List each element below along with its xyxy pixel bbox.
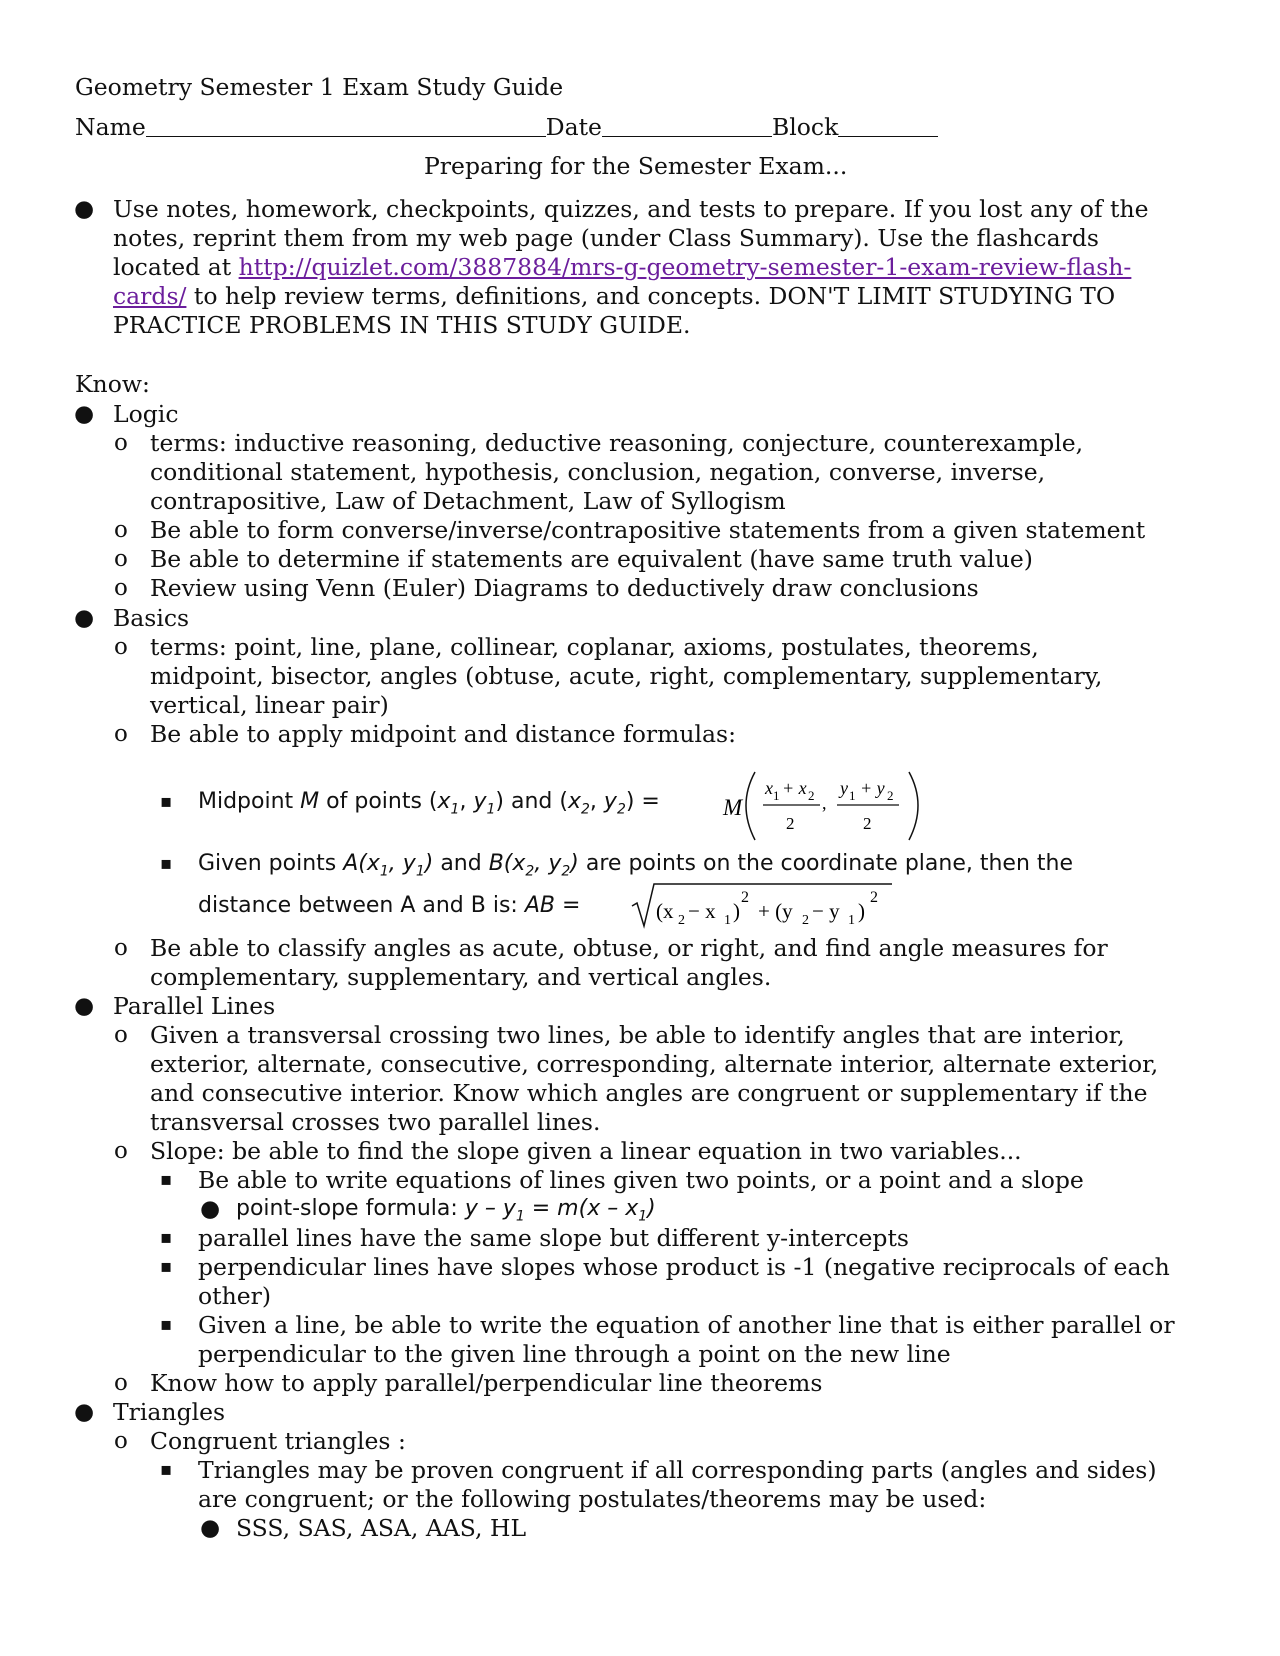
basics-terms-3: vertical, linear pair) — [150, 691, 389, 719]
intro-line-4 — [113, 282, 1115, 310]
logic-heading: Logic — [113, 400, 179, 428]
slope-sub-3a: perpendicular lines have slopes whose product is -1 (negative reciprocals of each — [198, 1253, 1170, 1281]
left-paren-icon — [746, 772, 755, 840]
svg-text:2: 2 — [741, 889, 749, 906]
basics-heading: Basics — [113, 604, 190, 632]
triangles-sub-1a: Triangles may be proven congruent if all corresponding parts (angles and sides) — [198, 1456, 1157, 1484]
svg-text:,: , — [822, 793, 827, 813]
formula-m: M — [723, 795, 743, 820]
block-label: Block — [771, 113, 839, 141]
intro-help-text: to help review terms, definitions, and concepts. DON'T LIMIT STUDYING TO — [186, 282, 1116, 310]
svg-text:2: 2 — [786, 814, 795, 833]
bullet-icon: ● — [74, 605, 95, 631]
bullet-icon: ● — [200, 1196, 221, 1222]
distance-text-1: Given points $A(x_1$, $y_1$) and $B(x_2$, $y_2$) are points on the coordinate plane, then the — [198, 851, 1073, 880]
name-date-block-line — [75, 113, 938, 141]
circle-bullet-icon: o — [114, 1428, 128, 1454]
logic-terms-2: conditional statement, hypothesis, conclusion, negation, converse, inverse, — [150, 458, 1046, 486]
svg-text:y: y — [840, 778, 848, 798]
circle-bullet-icon: o — [114, 546, 128, 572]
intro-line-1: Use notes, homework, checkpoints, quizzes, and tests to prepare. If you lost any of the — [113, 195, 1149, 223]
bullet-icon: ● — [74, 993, 95, 1019]
circle-bullet-icon: o — [114, 575, 128, 601]
parallel-item-1c: and consecutive interior. Know which angles are congruent or supplementary if the — [150, 1079, 1148, 1107]
square-bullet-icon: ▪ — [160, 1314, 173, 1335]
midpoint-text: Midpoint M of points ($x_1$, $y_1$) and ($x_2$, $y_2$) = — [198, 789, 660, 818]
circle-bullet-icon: o — [114, 517, 128, 543]
page-subtitle: Preparing for the Semester Exam... — [424, 152, 848, 180]
logic-terms-1: terms: inductive reasoning, deductive reasoning, conjecture, counterexample, — [150, 429, 1084, 457]
svg-text:1: 1 — [773, 788, 780, 803]
parallel-item-3: Know how to apply parallel/perpendicular line theorems — [150, 1369, 823, 1397]
parallel-item-1d: transversal crosses two parallel lines. — [150, 1108, 601, 1136]
name-label: Name — [75, 113, 146, 141]
triangles-heading: Triangles — [113, 1398, 226, 1426]
logic-item-3: Be able to determine if statements are equivalent (have same truth value) — [150, 545, 1033, 573]
svg-text:1: 1 — [848, 913, 855, 928]
date-label: Date — [545, 113, 602, 141]
page-title: Geometry Semester 1 Exam Study Guide — [75, 73, 564, 101]
triangles-item-1: Congruent triangles : — [150, 1427, 406, 1455]
svg-text:): ) — [733, 899, 740, 923]
logic-item-4: Review using Venn (Euler) Diagrams to deductively draw conclusions — [150, 574, 979, 602]
intro-line-5: PRACTICE PROBLEMS IN THIS STUDY GUIDE. — [113, 311, 691, 339]
logic-item-2: Be able to form converse/inverse/contrapositive statements from a given statement — [150, 516, 1146, 544]
point-slope-line: point-slope formula: $y - y_1 = m(x - x_1)$ — [236, 1196, 656, 1225]
circle-bullet-icon: o — [114, 634, 128, 660]
basics-terms-1: terms: point, line, plane, collinear, coplanar, axioms, postulates, theorems, — [150, 633, 1039, 661]
intro-located-at: located at — [113, 253, 239, 281]
svg-text:+ x: + x — [782, 778, 807, 798]
basics-item-3b: complementary, supplementary, and vertical angles. — [150, 963, 772, 991]
basics-item-3a: Be able to classify angles as acute, obtuse, or right, and find angle measures for — [150, 934, 1108, 962]
intro-line-2: notes, reprint them from my web page (under Class Summary). Use the flashcards — [113, 224, 1099, 252]
triangles-sub-1b: are congruent; or the following postulates/theorems may be used: — [198, 1485, 987, 1513]
svg-text:2: 2 — [678, 913, 685, 928]
parallel-item-1a: Given a transversal crossing two lines, be able to identify angles that are interior, — [150, 1021, 1125, 1049]
svg-text:(x: (x — [656, 899, 674, 923]
quizlet-link-part-1[interactable]: http://quizlet.com/3887884/mrs-g-geometry-semester-1-exam-review-flash- — [238, 253, 1132, 281]
midpoint-formula — [715, 765, 935, 847]
slope-sub-4a: Given a line, be able to write the equation of another line that is either parallel or — [198, 1311, 1175, 1339]
quizlet-link-part-2[interactable]: cards/ — [113, 282, 187, 310]
square-bullet-icon: ▪ — [160, 1169, 173, 1190]
bullet-icon: ● — [74, 196, 95, 222]
right-paren-icon — [909, 772, 918, 840]
know-label: Know: — [75, 370, 150, 398]
basics-terms-2: midpoint, bisector, angles (obtuse, acute, right, complementary, supplementary, — [150, 662, 1103, 690]
svg-text:2: 2 — [863, 814, 872, 833]
svg-text:2: 2 — [870, 889, 878, 906]
parallel-heading: Parallel Lines — [113, 992, 276, 1020]
svg-text:+ (y: + (y — [758, 899, 793, 923]
circle-bullet-icon: o — [114, 1370, 128, 1396]
parallel-item-1b: exterior, alternate, consecutive, corresponding, alternate interior, alternate exterior, — [150, 1050, 1159, 1078]
bullet-icon: ● — [200, 1515, 221, 1541]
circle-bullet-icon: o — [114, 935, 128, 961]
slope-sub-1: Be able to write equations of lines given two points, or a point and a slope — [198, 1166, 1084, 1194]
svg-text:2: 2 — [887, 788, 894, 803]
slope-sub-3b: other) — [198, 1282, 272, 1310]
square-bullet-icon: ▪ — [160, 1459, 173, 1480]
svg-text:): ) — [858, 899, 865, 923]
block-field[interactable] — [838, 114, 938, 137]
svg-text:2: 2 — [802, 913, 809, 928]
slope-sub-2: parallel lines have the same slope but different y-intercepts — [198, 1224, 909, 1252]
svg-text:− x: − x — [688, 899, 716, 923]
circle-bullet-icon: o — [114, 430, 128, 456]
square-bullet-icon: ▪ — [160, 1227, 173, 1248]
basics-item-2: Be able to apply midpoint and distance formulas: — [150, 720, 737, 748]
slope-sub-4b: perpendicular to the given line through a point on the new line — [198, 1340, 951, 1368]
circle-bullet-icon: o — [114, 1138, 128, 1164]
bullet-icon: ● — [74, 1399, 95, 1425]
svg-text:x: x — [765, 778, 773, 798]
slope-item: Slope: be able to find the slope given a linear equation in two variables... — [150, 1137, 1022, 1165]
intro-line-3 — [113, 253, 1131, 281]
svg-text:1: 1 — [724, 913, 731, 928]
logic-terms-3: contrapositive, Law of Detachment, Law of Syllogism — [150, 487, 786, 515]
square-bullet-icon: ▪ — [160, 853, 173, 874]
date-field[interactable] — [602, 114, 772, 137]
name-field[interactable] — [146, 114, 546, 137]
square-bullet-icon: ▪ — [160, 1256, 173, 1277]
circle-bullet-icon: o — [114, 1022, 128, 1048]
svg-text:− y: − y — [812, 899, 840, 923]
svg-text:1: 1 — [849, 788, 856, 803]
congruence-postulates: SSS, SAS, ASA, AAS, HL — [236, 1514, 527, 1542]
bullet-icon: ● — [74, 401, 95, 427]
square-bullet-icon: ▪ — [160, 791, 173, 812]
distance-text-2: distance between A and B is: AB = — [198, 893, 581, 918]
distance-formula — [630, 876, 900, 932]
circle-bullet-icon: o — [114, 721, 128, 747]
svg-text:2: 2 — [808, 788, 815, 803]
svg-text:+ y: + y — [860, 778, 885, 798]
